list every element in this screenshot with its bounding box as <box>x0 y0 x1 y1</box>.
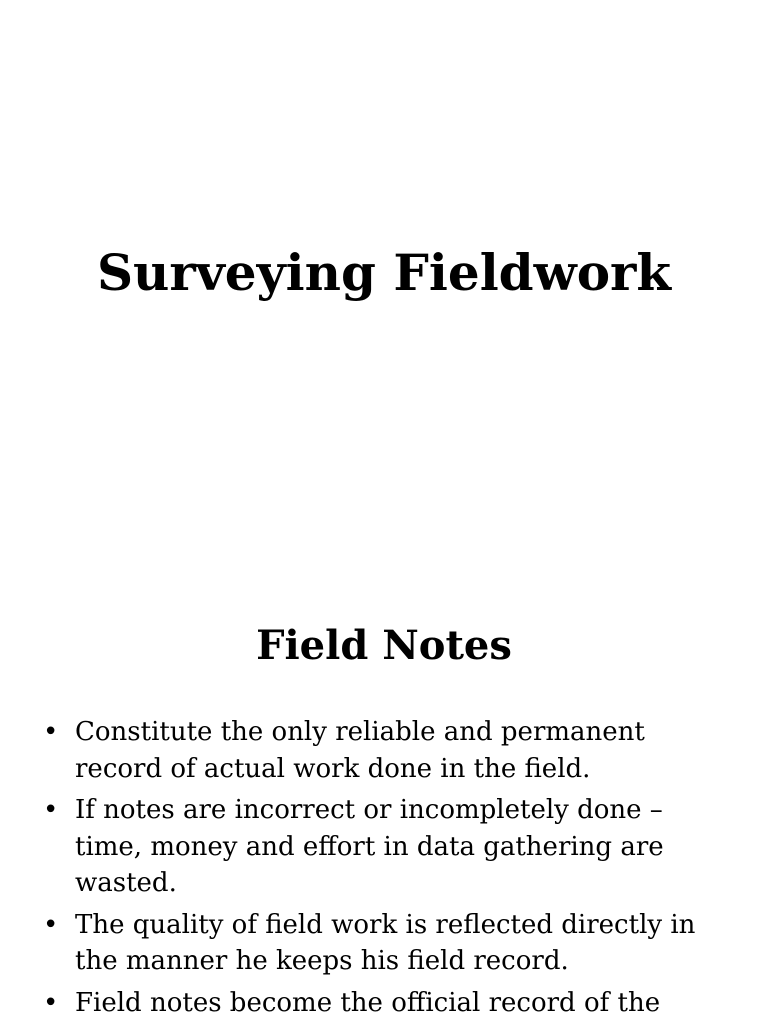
list-item <box>0 714 768 787</box>
bullet-list <box>0 714 768 1026</box>
bullet-text: If notes are incorrect or incompletely done – time, money and effort in data gathering are wasted. <box>75 795 664 898</box>
bullet-text: The quality of field work is reflected directly in the manner he keeps his field record. <box>75 909 696 976</box>
bullet-icon: • <box>43 987 59 1018</box>
list-item <box>0 792 768 902</box>
slide-title: Surveying Fieldwork <box>96 243 672 302</box>
bullet-text: Field notes become the official record of the <box>75 987 661 1018</box>
bullet-icon: • <box>43 909 59 940</box>
section-heading: Field Notes <box>256 622 512 669</box>
bullet-icon: • <box>43 795 59 825</box>
bullet-icon: • <box>43 717 59 747</box>
list-item <box>0 907 768 980</box>
list-item <box>0 985 768 1022</box>
bullet-text: Constitute the only reliable and permanent record of actual work done in the field. <box>75 717 645 784</box>
